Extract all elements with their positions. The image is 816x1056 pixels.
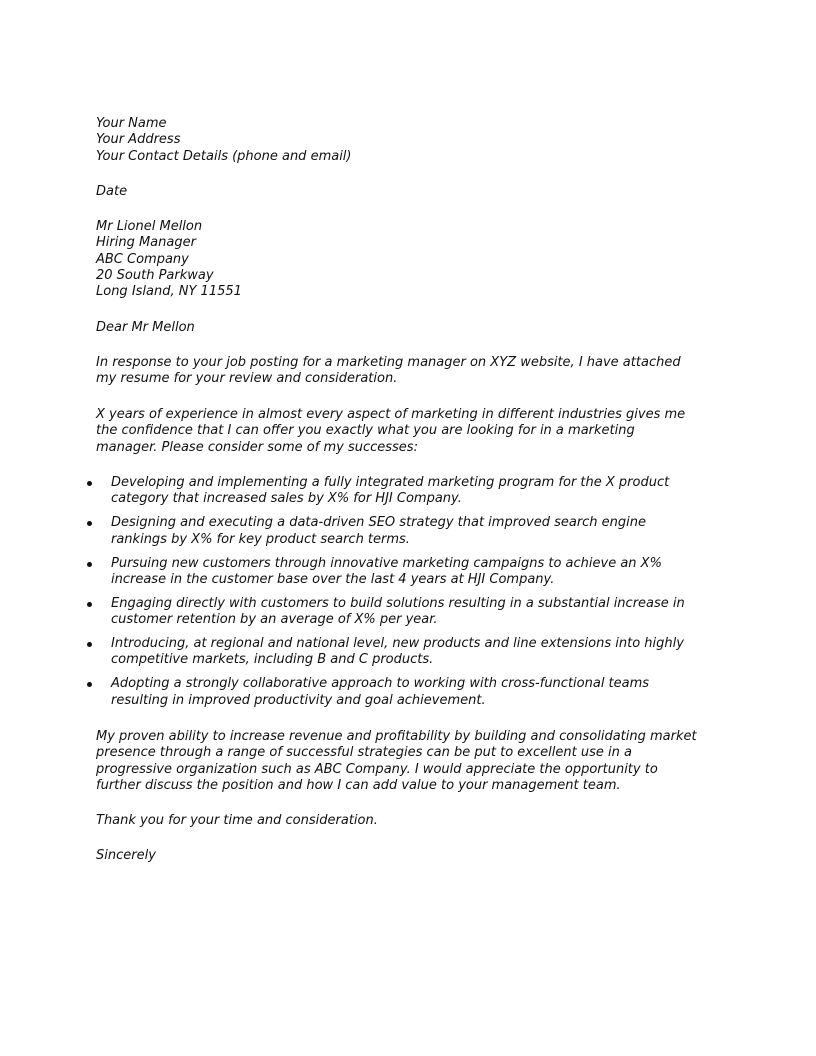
list-item-line: Designing and executing a data-driven SEO strategy that improved search engine [111, 515, 647, 531]
bullet-icon [87, 602, 92, 607]
list-item-line: resulting in improved productivity and goal achievement. [111, 692, 486, 708]
list-item-line: Pursuing new customers through innovative marketing campaigns to achieve an X% [111, 555, 662, 571]
bullet-icon [87, 562, 92, 567]
list-item-line: Adopting a strongly collaborative approach to working with cross-functional teams [111, 676, 650, 692]
paragraph-line: progressive organization such as ABC Company. I would appreciate the opportunity to [96, 761, 658, 777]
closing-block [96, 848, 746, 864]
list-item-line: Developing and implementing a fully integrated marketing program for the X product [111, 475, 670, 490]
successes-list [0, 475, 760, 717]
bullet-icon [87, 642, 92, 647]
list-item-line: rankings by X% for key product search terms. [111, 531, 410, 547]
list-item [0, 515, 760, 548]
recipient-company: ABC Company [96, 251, 189, 267]
paragraph-line: manager. Please consider some of my successes: [96, 439, 418, 455]
list-item [0, 596, 760, 629]
list-item [0, 636, 760, 669]
paragraph-line: further discuss the position and how I can add value to your management team. [96, 777, 621, 793]
list-item-line: increase in the customer base over the last 4 years at HJI Company. [111, 571, 555, 587]
salutation-block [96, 320, 746, 336]
paragraph-line: my resume for your review and consideration. [96, 371, 398, 387]
thanks-line: Thank you for your time and consideration. [96, 813, 378, 828]
list-item-line: Introducing, at regional and national level, new products and line extensions into highly [111, 636, 684, 652]
recipient-title: Hiring Manager [96, 235, 196, 251]
bullet-icon [87, 481, 92, 486]
list-item [0, 676, 760, 709]
list-item [0, 556, 760, 589]
paragraph-line: X years of experience in almost every aspect of marketing in different industries gives me [96, 407, 686, 422]
paragraph-2 [96, 407, 746, 456]
bullet-icon [87, 521, 92, 526]
list-item [0, 475, 760, 508]
paragraph-line: presence through a range of successful strategies can be put to excellent use in a [96, 745, 632, 761]
list-item-line: customer retention by an average of X% per year. [111, 612, 438, 628]
closing: Sincerely [96, 848, 156, 863]
recipient-block [96, 219, 746, 300]
recipient-street: 20 South Parkway [96, 267, 214, 283]
sender-name: Your Name [96, 116, 167, 131]
bullet-icon [87, 682, 92, 687]
letter-date: Date [96, 184, 128, 199]
paragraph-line: My proven ability to increase revenue and profitability by building and consolidating market [96, 729, 697, 744]
recipient-name: Mr Lionel Mellon [96, 219, 203, 234]
list-item-line: category that increased sales by X% for HJI Company. [111, 491, 462, 507]
sender-address: Your Address [96, 132, 181, 148]
list-item-line: Engaging directly with customers to build solutions resulting in a substantial increase in [111, 595, 685, 611]
thanks-block [96, 813, 746, 829]
paragraph-line: In response to your job posting for a marketing manager on XYZ website, I have attached [96, 355, 681, 370]
paragraph-1 [96, 355, 746, 388]
sender-block [96, 116, 746, 165]
sender-contact: Your Contact Details (phone and email) [96, 148, 352, 164]
salutation: Dear Mr Mellon [96, 320, 195, 335]
recipient-city: Long Island, NY 11551 [96, 284, 242, 300]
list-item-line: competitive markets, including B and C products. [111, 652, 434, 668]
paragraph-3 [96, 729, 746, 794]
date-block [96, 184, 746, 200]
paragraph-line: the confidence that I can offer you exactly what you are looking for in a marketing [96, 423, 635, 439]
